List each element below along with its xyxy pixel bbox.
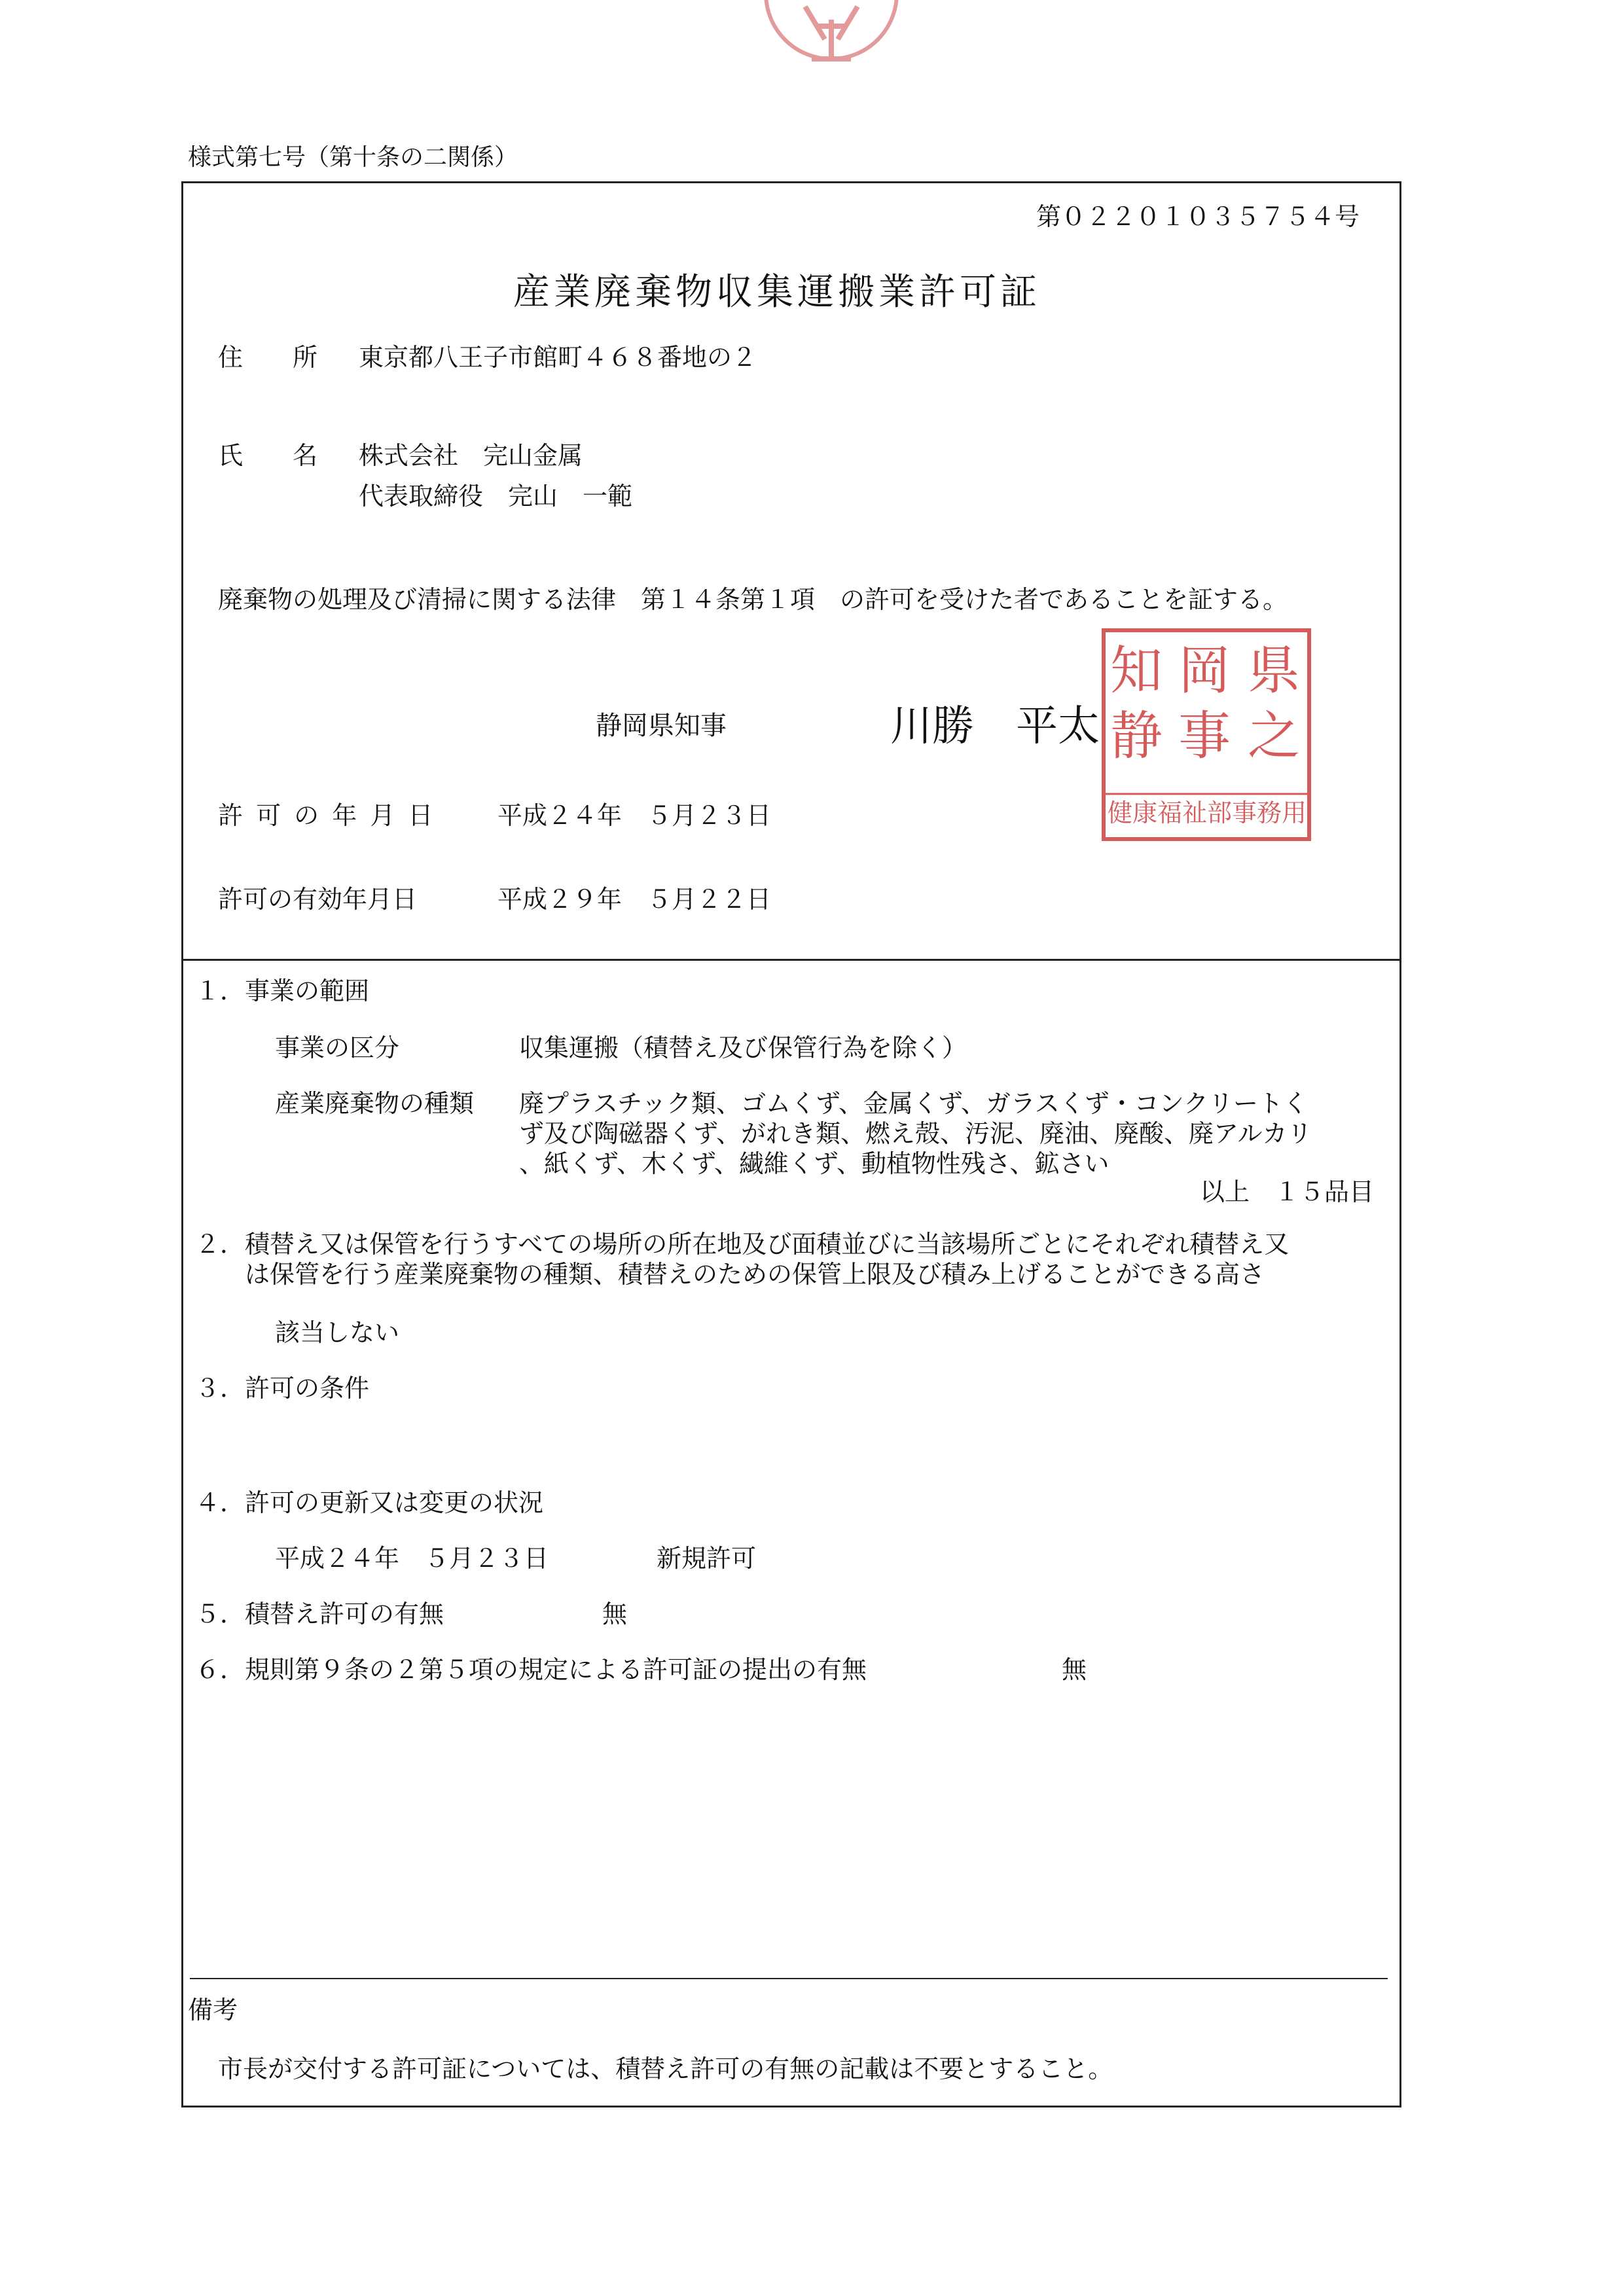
remarks-label: 備考 bbox=[188, 1996, 238, 2024]
section6-value: 無 bbox=[1062, 1655, 1087, 1684]
seal-char-6: 之 bbox=[1248, 706, 1300, 766]
company-name: 株式会社 完山金属 bbox=[359, 441, 583, 470]
name-label: 氏 名 bbox=[218, 441, 318, 470]
waste-types-line-3: 、紙くず、木くず、繊維くず、動植物性残さ、鉱さい bbox=[519, 1149, 1110, 1178]
seal-char-3: 県 bbox=[1248, 640, 1300, 701]
certificate-number: 第０２２０１０３５７５４号 bbox=[1036, 202, 1360, 231]
section1-heading: １．事業の範囲 bbox=[195, 977, 370, 1005]
governor-seal-stamp bbox=[1098, 625, 1314, 844]
section5-value: 無 bbox=[602, 1600, 628, 1628]
waste-types-count: 以上 １５品目 bbox=[1200, 1177, 1375, 1206]
section2-heading-line-2: は保管を行う産業廃棄物の種類、積替えのための保管上限及び積み上げることができる高さ bbox=[195, 1260, 1265, 1289]
section4-heading: ４．許可の更新又は変更の状況 bbox=[195, 1488, 544, 1517]
business-type-value: 収集運搬（積替え及び保管行為を除く） bbox=[519, 1033, 967, 1062]
form-label: 様式第七号（第十条の二関係） bbox=[188, 144, 518, 171]
section2-heading-line-1: ２．積替え又は保管を行うすべての場所の所在地及び面積並びに当該場所ごとにそれぞれ積替え又 bbox=[195, 1230, 1290, 1259]
waste-types-line-1: 廃プラスチック類、ゴムくず、金属くず、ガラスくず・コンクリートく bbox=[519, 1089, 1308, 1118]
expiry-date-label: 許可の有効年月日 bbox=[218, 885, 418, 914]
business-type-label: 事業の区分 bbox=[275, 1033, 400, 1062]
permit-date-label: 許 可 の 年 月 日 bbox=[218, 801, 436, 830]
seal-char-5: 事 bbox=[1178, 706, 1231, 766]
section-divider bbox=[181, 959, 1401, 961]
remarks-divider bbox=[190, 1978, 1388, 1979]
section4-date: 平成２４年 ５月２３日 bbox=[275, 1544, 549, 1573]
seal-char-4: 知 bbox=[1110, 640, 1163, 701]
seal-bottom-text: 健康福祉部事務用 bbox=[1108, 798, 1307, 827]
section2-value: 該当しない bbox=[275, 1318, 400, 1347]
governor-name: 川勝 平太 bbox=[890, 702, 1100, 751]
section5-heading: ５．積替え許可の有無 bbox=[195, 1600, 444, 1628]
waste-types-line-2: ず及び陶磁器くず、がれき類、燃え殻、汚泥、廃油、廃酸、廃アルカリ bbox=[519, 1119, 1312, 1148]
top-seal-stamp bbox=[759, 0, 903, 79]
section3-heading: ３．許可の条件 bbox=[195, 1374, 370, 1403]
section4-status: 新規許可 bbox=[657, 1544, 757, 1573]
representative-name: 代表取締役 完山 一範 bbox=[359, 482, 633, 511]
governor-title: 静岡県知事 bbox=[596, 711, 727, 741]
waste-types-label: 産業廃棄物の種類 bbox=[275, 1089, 475, 1118]
seal-char-2: 岡 bbox=[1178, 640, 1231, 701]
address-value: 東京都八王子市館町４６８番地の２ bbox=[359, 343, 757, 372]
seal-char-1: 静 bbox=[1110, 706, 1163, 766]
expiry-date-value: 平成２９年 ５月２２日 bbox=[497, 885, 772, 914]
certificate-title: 産業廃棄物収集運搬業許可証 bbox=[513, 271, 1041, 314]
permit-date-value: 平成２４年 ５月２３日 bbox=[497, 801, 772, 830]
remarks-text: 市長が交付する許可証については、積替え許可の有無の記載は不要とすること。 bbox=[218, 2054, 1113, 2083]
section6-heading: ６．規則第９条の２第５項の規定による許可証の提出の有無 bbox=[195, 1655, 867, 1684]
law-statement: 廃棄物の処理及び清掃に関する法律 第１４条第１項 の許可を受けた者であることを証する。 bbox=[218, 585, 1288, 614]
address-label: 住 所 bbox=[218, 343, 318, 372]
